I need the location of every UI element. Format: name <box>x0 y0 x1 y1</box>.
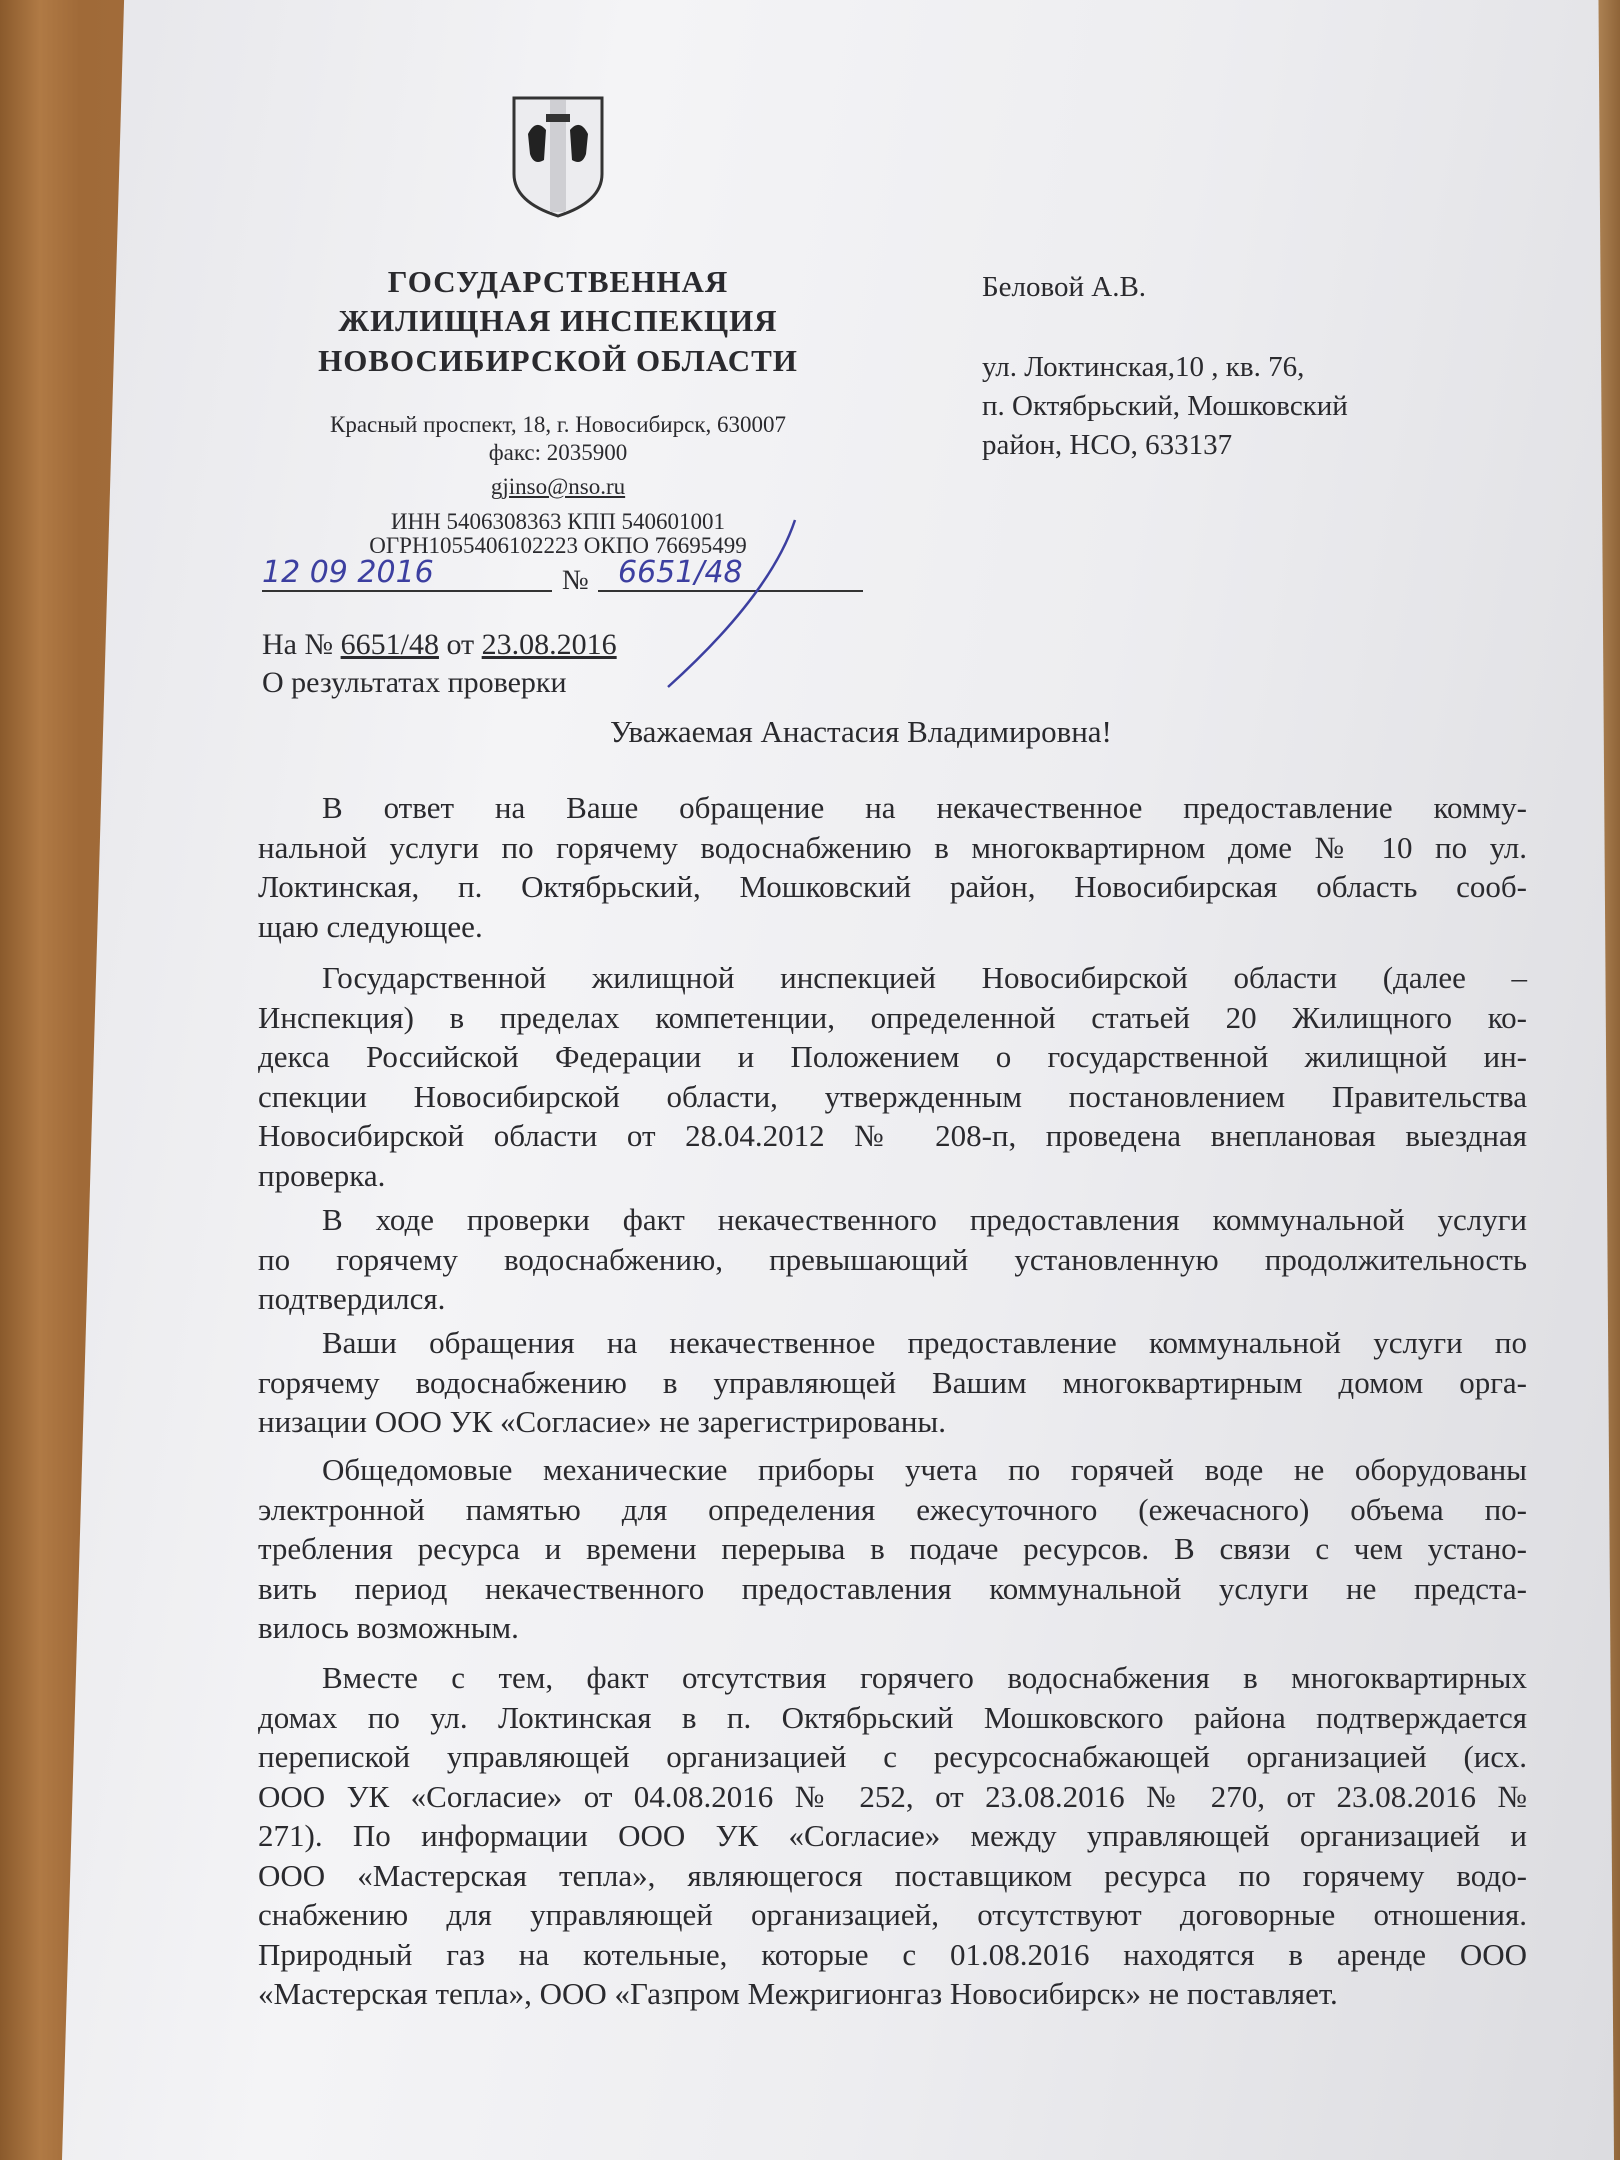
handwritten-date: 12 09 2016 <box>262 555 552 592</box>
body-line: электронной памятью для определения ежесуточного (ежечасного) объема по- <box>258 1491 1527 1527</box>
body-line: ООО «Мастерская тепла», являющегося поставщиком ресурса по горячему водо- <box>258 1857 1527 1893</box>
body-line: требления ресурса и времени перерыва в подаче ресурсов. В связи с чем устано- <box>258 1531 1527 1566</box>
body-line: вить период некачественного предоставления коммунальной услуги не предста- <box>258 1570 1527 1606</box>
org-name-line: ГОСУДАРСТВЕННАЯ <box>387 264 729 299</box>
body-line: Природный газ на котельные, которые с 01.08.2016 находятся в аренде ООО <box>258 1936 1527 1972</box>
subject: О результатах проверки <box>262 666 567 699</box>
body-line: щаю следующее. <box>258 908 483 944</box>
org-name-line: ЖИЛИЩНАЯ ИНСПЕКЦИЯ <box>338 303 778 338</box>
body-line: нальной услуги по горячему водоснабжению в многоквартирном доме № 10 по ул. <box>258 829 1527 865</box>
body-line: вилось возможным. <box>258 1610 519 1645</box>
body-line: перепиской управляющей организацией с ресурсоснабжающей организацией (исх. <box>258 1739 1527 1774</box>
ref-number: 6651/48 <box>340 628 439 661</box>
ref-from: от <box>446 628 475 661</box>
pen-stroke <box>660 515 800 695</box>
reference-line <box>262 628 617 662</box>
coat-of-arms-icon <box>510 94 606 220</box>
body-line: подтвердился. <box>258 1281 446 1316</box>
body-line: Новосибирской области от 28.04.2012 № 208-п, проведена внеплановая выездная <box>258 1118 1527 1153</box>
recipient-address-line: ул. Локтинская,10 , кв. 76, <box>982 351 1305 383</box>
org-inn: ИНН 5406308363 КПП 540601001 <box>390 509 726 534</box>
body-line: Общедомовые механические приборы учета по горячей воде не оборудованы <box>322 1452 1527 1487</box>
salutation: Уважаемая Анастасия Владимировна! <box>610 714 1112 749</box>
org-address: Красный проспект, 18, г. Новосибирск, 630007 <box>329 412 786 437</box>
body-line: по горячему водоснабжению, превышающий установленную продолжительность <box>258 1241 1527 1277</box>
body-line: Государственной жилищной инспекцией Новосибирской области (далее – <box>322 960 1527 995</box>
body-line: низации ООО УК «Согласие» не зарегистрированы. <box>258 1404 946 1439</box>
ref-date: 23.08.2016 <box>481 628 617 661</box>
recipient-address-line: п. Октябрьский, Мошковский <box>982 390 1348 422</box>
body-line: Ваши обращения на некачественное предоставление коммунальной услуги по <box>322 1325 1527 1360</box>
body-line: В ответ на Ваше обращение на некачественное предоставление комму- <box>322 790 1527 825</box>
body-line: декса Российской Федерации и Положением о государственной жилищной ин- <box>258 1039 1527 1074</box>
recipient-address-line: район, НСО, 633137 <box>982 429 1233 461</box>
body-line: Локтинская, п. Октябрьский, Мошковский район, Новосибирская область сооб- <box>258 869 1527 904</box>
ref-prefix: На № <box>262 628 334 661</box>
body-line: домах по ул. Локтинская в п. Октябрьский Мошковского района подтверждается <box>258 1699 1527 1735</box>
body-line: ООО УК «Согласие» от 04.08.2016 № 252, от 23.08.2016 № 270, от 23.08.2016 № <box>258 1778 1527 1814</box>
org-email[interactable]: gjinso@nso.ru <box>490 474 626 499</box>
org-fax: факс: 2035900 <box>488 440 628 465</box>
body-line: Инспекция) в пределах компетенции, определенной статьей 20 Жилищного ко- <box>258 999 1527 1035</box>
number-label: № <box>562 565 589 596</box>
body-line: В ходе проверки факт некачественного предоставления коммунальной услуги <box>322 1202 1527 1237</box>
handwritten-number: 6651/48 <box>598 555 863 592</box>
body-line: снабжению для управляющей организацией, отсутствуют договорные отношения. <box>258 1897 1527 1932</box>
org-ogrn: ОГРН1055406102223 ОКПО 76695499 <box>369 533 747 558</box>
org-name-line: НОВОСИБИРСКОЙ ОБЛАСТИ <box>318 343 798 378</box>
body-line: проверка. <box>258 1157 386 1193</box>
body-line: Вместе с тем, факт отсутствия горячего водоснабжения в многоквартирных <box>322 1660 1527 1695</box>
body-line: спекции Новосибирской области, утвержденным постановлением Правительства <box>258 1078 1527 1114</box>
body-line: «Мастерская тепла», ООО «Газпром Межригионгаз Новосибирск» не поставляет. <box>258 1976 1338 2011</box>
body-line: горячему водоснабжению в управляющей Вашим многоквартирным домом орга- <box>258 1364 1527 1400</box>
recipient-name: Беловой А.В. <box>982 271 1147 303</box>
body-line: 271). По информации ООО УК «Согласие» между управляющей организацией и <box>258 1818 1527 1853</box>
